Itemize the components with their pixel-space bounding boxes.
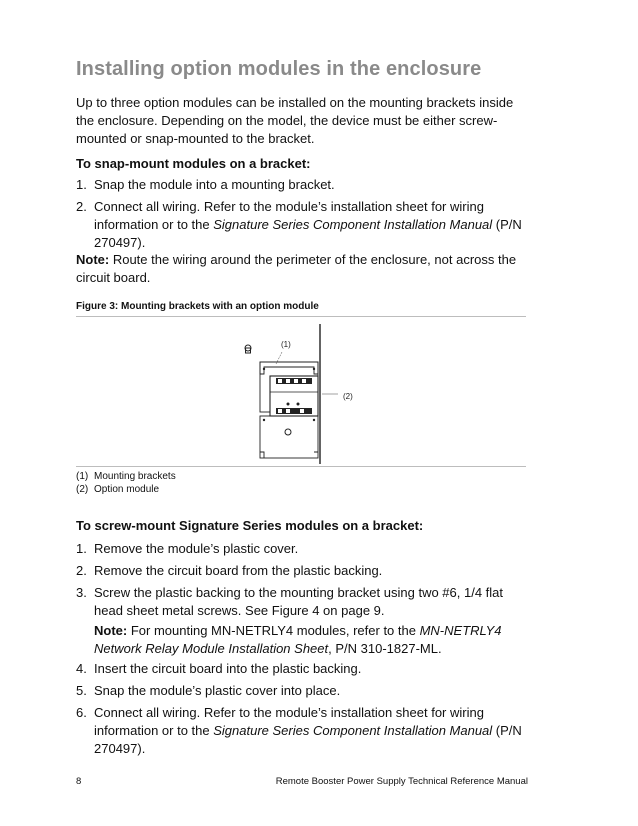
callout-1: (1): [281, 340, 291, 349]
legend-number: (1): [76, 471, 89, 482]
snap-mount-heading: To snap-mount modules on a bracket:: [76, 156, 311, 171]
step-number: 1.: [76, 177, 87, 192]
legend-text: Option module: [94, 484, 160, 495]
callout-2: (2): [343, 392, 353, 401]
figure-rule: [76, 316, 526, 317]
note-label: Note:: [94, 623, 128, 638]
figure-bottom-rule: [76, 466, 526, 467]
manual-title: Signature Series Component Installation Manual: [213, 723, 493, 738]
intro-paragraph: Up to three option modules can be installed on the mounting brackets inside the enclosure. Depending on the model, the device must be either screw-mounted or snap-mounted to the bracket.: [76, 95, 514, 146]
step-number: 6.: [76, 705, 87, 720]
step-number: 2.: [76, 199, 87, 214]
page-number: 8: [76, 776, 82, 787]
step-number: 2.: [76, 563, 87, 578]
step-number: 5.: [76, 683, 87, 698]
legend-text: Mounting brackets: [94, 471, 176, 482]
figure-caption: Figure 3: Mounting brackets with an option module: [76, 301, 319, 312]
step-text: Connect all wiring. Refer to the module’s installation sheet for wiring information or to the Signature Series Component Installation Manual (P/N 270497).: [94, 705, 522, 756]
step-text: Remove the circuit board from the plastic backing.: [94, 563, 383, 578]
step-text: Snap the module’s plastic cover into place.: [94, 683, 341, 698]
step-text: Insert the circuit board into the plastic backing.: [94, 661, 362, 676]
step-text: Screw the plastic backing to the mounting bracket using two #6, 1/4 flat head sheet metal screws. See Figure 4 on page 9.: [94, 585, 504, 618]
snap-note: Note: Route the wiring around the perimeter of the enclosure, not across the circuit board.: [76, 252, 517, 285]
manual-title: Signature Series Component Installation Manual: [213, 217, 493, 232]
mounting-bracket-figure: [230, 322, 370, 467]
legend-item-1: [76, 470, 176, 483]
legend-number: (2): [76, 484, 89, 495]
step-text: Remove the module’s plastic cover.: [94, 541, 299, 556]
step-number: 3.: [76, 585, 87, 600]
screw-note: Note: For mounting MN-NETRLY4 modules, refer to the MN-NETRLY4 Network Relay Module Installation Sheet, P/N 310-1827-ML.: [94, 623, 502, 656]
step-text: Connect all wiring. Refer to the module’s installation sheet for wiring information or to the Signature Series Component Installation Manual (P/N 270497).: [94, 199, 522, 250]
sheet-title: MN-NETRLY4 Network Relay Module Installation Sheet: [94, 623, 502, 656]
screw-mount-heading: To screw-mount Signature Series modules on a bracket:: [76, 518, 424, 533]
step-text: Snap the module into a mounting bracket.: [94, 177, 335, 192]
footer-doc-title: Remote Booster Power Supply Technical Reference Manual: [275, 776, 528, 787]
note-label: Note:: [76, 252, 110, 267]
step-number: 4.: [76, 661, 87, 676]
page-title: Installing option modules in the enclosure: [76, 58, 482, 80]
legend-item-2: [76, 483, 159, 496]
step-number: 1.: [76, 541, 87, 556]
